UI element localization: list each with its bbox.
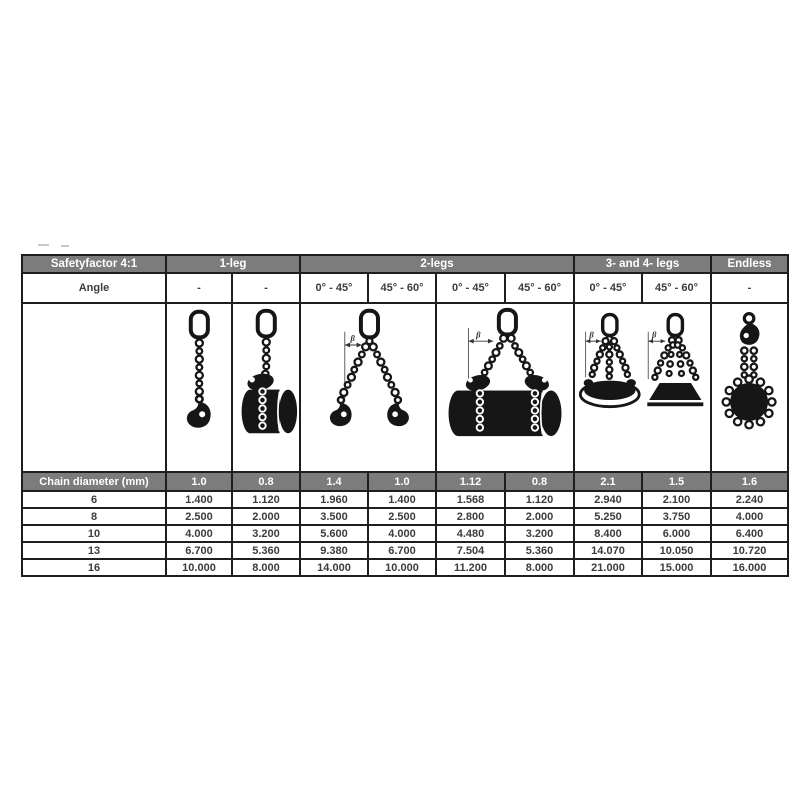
angle-row-label: Angle — [22, 273, 166, 303]
group-header-3-4-legs: 3- and 4- legs — [574, 255, 711, 273]
capacity-cell: 2.800 — [436, 508, 505, 525]
capacity-cell: 2.000 — [505, 508, 574, 525]
capacity-cell: 3.750 — [642, 508, 711, 525]
single-leg-choker-drum-icon — [234, 307, 299, 457]
capacity-cell: 16.000 — [711, 559, 788, 576]
capacity-cell: 4.000 — [368, 525, 436, 542]
angle-cell: - — [711, 273, 788, 303]
factor-cell: 0.8 — [505, 472, 574, 491]
capacity-cell: 6.000 — [642, 525, 711, 542]
capacity-cell: 14.070 — [574, 542, 642, 559]
capacity-cell: 1.120 — [232, 491, 300, 508]
capacity-cell: 21.000 — [574, 559, 642, 576]
endless-chain-sling-icon — [713, 307, 786, 457]
capacity-cell: 8.000 — [232, 559, 300, 576]
table-row — [22, 508, 788, 525]
diameter-cell: 13 — [22, 542, 166, 559]
capacity-cell: 8.400 — [574, 525, 642, 542]
diameter-cell: 16 — [22, 559, 166, 576]
illustration-cell — [166, 303, 232, 472]
cropped-text-artifact — [61, 245, 69, 247]
factor-cell: 1.6 — [711, 472, 788, 491]
illustration-row — [22, 303, 788, 472]
angle-cell: 45° - 60° — [642, 273, 711, 303]
illustration-cell — [300, 303, 436, 472]
table-row — [22, 542, 788, 559]
capacity-cell: 1.120 — [505, 491, 574, 508]
empty-cell — [22, 303, 166, 472]
chain-diameter-label: Chain diameter (mm) — [22, 472, 166, 491]
header-row — [22, 255, 788, 273]
capacity-cell: 9.380 — [300, 542, 368, 559]
group-header-2-legs: 2-legs — [300, 255, 574, 273]
capacity-cell: 3.500 — [300, 508, 368, 525]
capacity-cell: 6.700 — [166, 542, 232, 559]
beta-label: β — [651, 329, 657, 340]
illustration-cell — [436, 303, 574, 472]
capacity-cell: 5.360 — [505, 542, 574, 559]
safety-factor-title: Safetyfactor 4:1 — [22, 255, 166, 273]
factor-cell: 1.12 — [436, 472, 505, 491]
capacity-cell: 10.720 — [711, 542, 788, 559]
cropped-text-artifact — [38, 244, 49, 246]
angle-cell: 0° - 45° — [574, 273, 642, 303]
group-header-1-leg: 1-leg — [166, 255, 300, 273]
factor-cell: 2.1 — [574, 472, 642, 491]
capacity-cell: 14.000 — [300, 559, 368, 576]
three-four-leg-slings-icon — [578, 307, 707, 457]
capacity-cell: 4.480 — [436, 525, 505, 542]
illustration-cell — [232, 303, 300, 472]
diameter-cell: 8 — [22, 508, 166, 525]
capacity-cell: 2.000 — [232, 508, 300, 525]
capacity-cell: 8.000 — [505, 559, 574, 576]
capacity-cell: 1.960 — [300, 491, 368, 508]
capacity-cell: 10.000 — [368, 559, 436, 576]
capacity-cell: 2.500 — [368, 508, 436, 525]
capacity-cell: 6.700 — [368, 542, 436, 559]
angle-cell: 45° - 60° — [368, 273, 436, 303]
angle-cell: - — [232, 273, 300, 303]
factor-cell: 1.0 — [368, 472, 436, 491]
capacity-cell: 2.940 — [574, 491, 642, 508]
table-row — [22, 491, 788, 508]
table-row — [22, 559, 788, 576]
capacity-cell: 5.250 — [574, 508, 642, 525]
factor-cell: 1.4 — [300, 472, 368, 491]
capacity-cell: 6.400 — [711, 525, 788, 542]
two-leg-choker-drum-icon — [440, 307, 571, 457]
beta-label: β — [589, 329, 594, 340]
beta-label: β — [350, 333, 356, 344]
capacity-cell: 15.000 — [642, 559, 711, 576]
capacity-cell: 11.200 — [436, 559, 505, 576]
angle-cell: 0° - 45° — [300, 273, 368, 303]
chain-diameter-factor-row — [22, 472, 788, 491]
factor-cell: 0.8 — [232, 472, 300, 491]
capacity-cell: 2.500 — [166, 508, 232, 525]
factor-cell: 1.5 — [642, 472, 711, 491]
capacity-cell: 5.360 — [232, 542, 300, 559]
beta-label: β — [475, 329, 480, 340]
angle-row — [22, 273, 788, 303]
capacity-cell: 1.400 — [166, 491, 232, 508]
capacity-cell: 7.504 — [436, 542, 505, 559]
capacity-rows — [22, 491, 788, 576]
capacity-cell: 5.600 — [300, 525, 368, 542]
capacity-cell: 1.568 — [436, 491, 505, 508]
diameter-cell: 10 — [22, 525, 166, 542]
angle-cell: 45° - 60° — [505, 273, 574, 303]
load-capacity-table-wrapper — [21, 254, 787, 577]
two-leg-sling-icon — [303, 307, 432, 457]
angle-cell: 0° - 45° — [436, 273, 505, 303]
capacity-cell: 4.000 — [711, 508, 788, 525]
load-capacity-table — [21, 254, 789, 577]
capacity-cell: 10.050 — [642, 542, 711, 559]
table-row — [22, 525, 788, 542]
capacity-cell: 3.200 — [232, 525, 300, 542]
capacity-cell: 4.000 — [166, 525, 232, 542]
capacity-cell: 2.100 — [642, 491, 711, 508]
capacity-cell: 1.400 — [368, 491, 436, 508]
capacity-cell: 3.200 — [505, 525, 574, 542]
group-header-endless: Endless — [711, 255, 788, 273]
capacity-cell: 2.240 — [711, 491, 788, 508]
capacity-cell: 10.000 — [166, 559, 232, 576]
illustration-cell — [711, 303, 788, 472]
factor-cell: 1.0 — [166, 472, 232, 491]
illustration-cell — [574, 303, 711, 472]
diameter-cell: 6 — [22, 491, 166, 508]
angle-cell: - — [166, 273, 232, 303]
single-leg-sling-icon — [168, 307, 231, 457]
